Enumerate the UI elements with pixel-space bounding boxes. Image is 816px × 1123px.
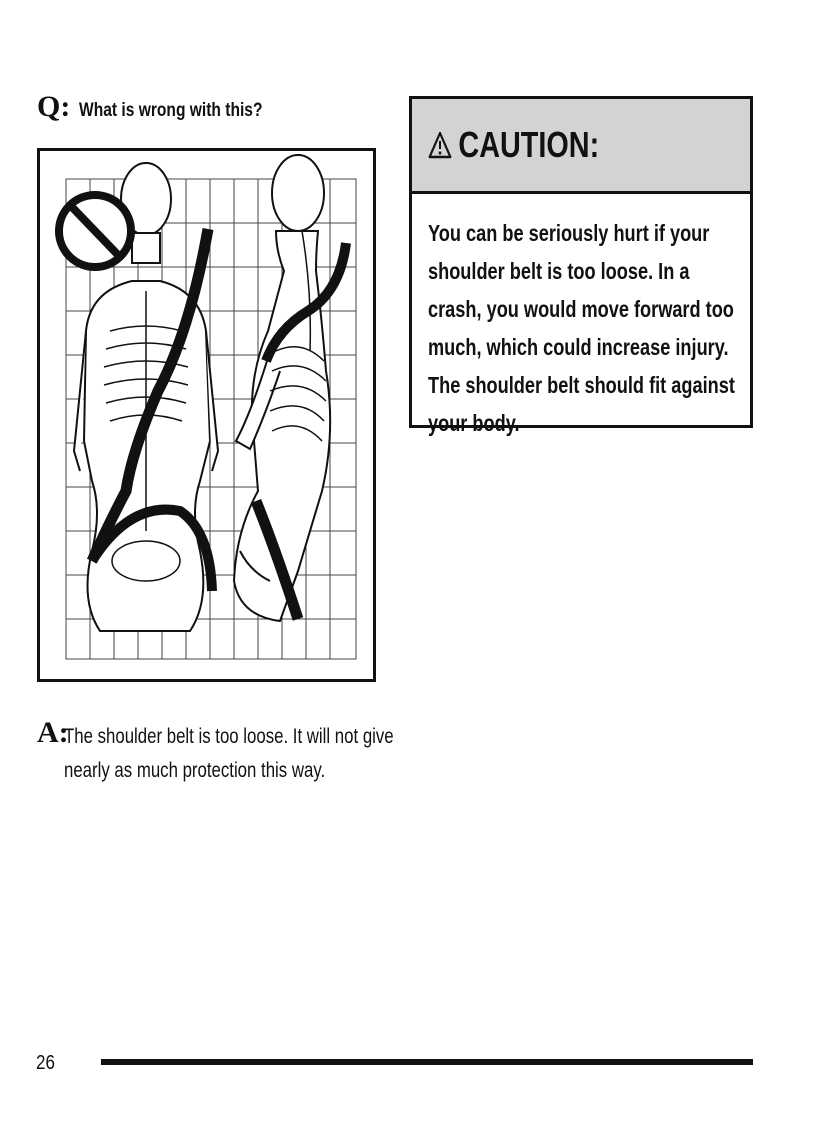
warning-triangle-icon — [428, 131, 452, 159]
seatbelt-illustration — [37, 148, 376, 682]
footer-rule — [101, 1059, 753, 1065]
caution-body — [412, 194, 750, 442]
question-heading — [37, 90, 303, 124]
question-letter: Q: — [37, 90, 71, 123]
answer-text: The shoulder belt is too loose. It will not give nearly as much protection this way. — [64, 725, 394, 782]
answer-letter: A: — [37, 716, 69, 749]
caution-title: CAUTION: — [458, 124, 600, 165]
caution-box — [409, 96, 753, 436]
question-text: What is wrong with this? — [78, 100, 263, 121]
prohibited-icon — [59, 195, 131, 267]
caution-header — [412, 99, 750, 194]
page-number: 26 — [36, 1052, 55, 1074]
caution-text: You can be seriously hurt if your shoulder belt is too loose. In a crash, you would move forward too much, which could increase injury. The shoulder belt should fit against your body. — [428, 220, 735, 436]
caution-title-row — [428, 124, 599, 166]
